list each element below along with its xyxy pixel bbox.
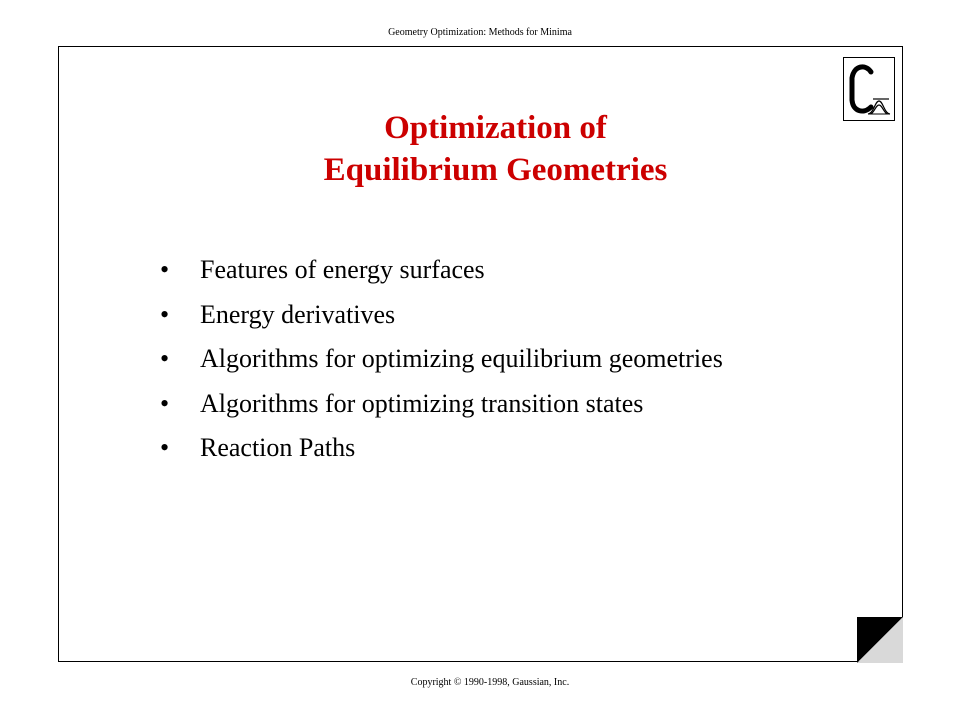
bullet-text: Algorithms for optimizing transition states (200, 388, 644, 418)
bullet-text: Reaction Paths (200, 433, 356, 462)
title-line-1: Optimization of (384, 110, 607, 146)
bullet-icon: • (160, 344, 170, 373)
list-item (160, 337, 723, 382)
slide-header: Geometry Optimization: Methods for Minima (388, 27, 572, 38)
copyright-footer: Copyright © 1990-1998, Gaussian, Inc. (410, 677, 570, 688)
list-item (160, 426, 723, 471)
title-line-2: Equilibrium Geometries (323, 152, 668, 188)
list-item (160, 293, 723, 338)
bullet-text: Features of energy surfaces (200, 255, 485, 284)
page-corner-icon (857, 617, 903, 663)
bullet-list (160, 248, 723, 471)
list-item (160, 248, 723, 293)
bullet-icon: • (160, 388, 170, 418)
bullet-text: Energy derivatives (200, 299, 396, 329)
bullet-icon: • (160, 433, 170, 462)
slide-title (58, 107, 933, 191)
bullet-text: Algorithms for optimizing equilibrium geometries (200, 344, 723, 373)
bullet-icon: • (160, 255, 170, 284)
bullet-icon: • (160, 299, 170, 329)
list-item (160, 382, 723, 427)
